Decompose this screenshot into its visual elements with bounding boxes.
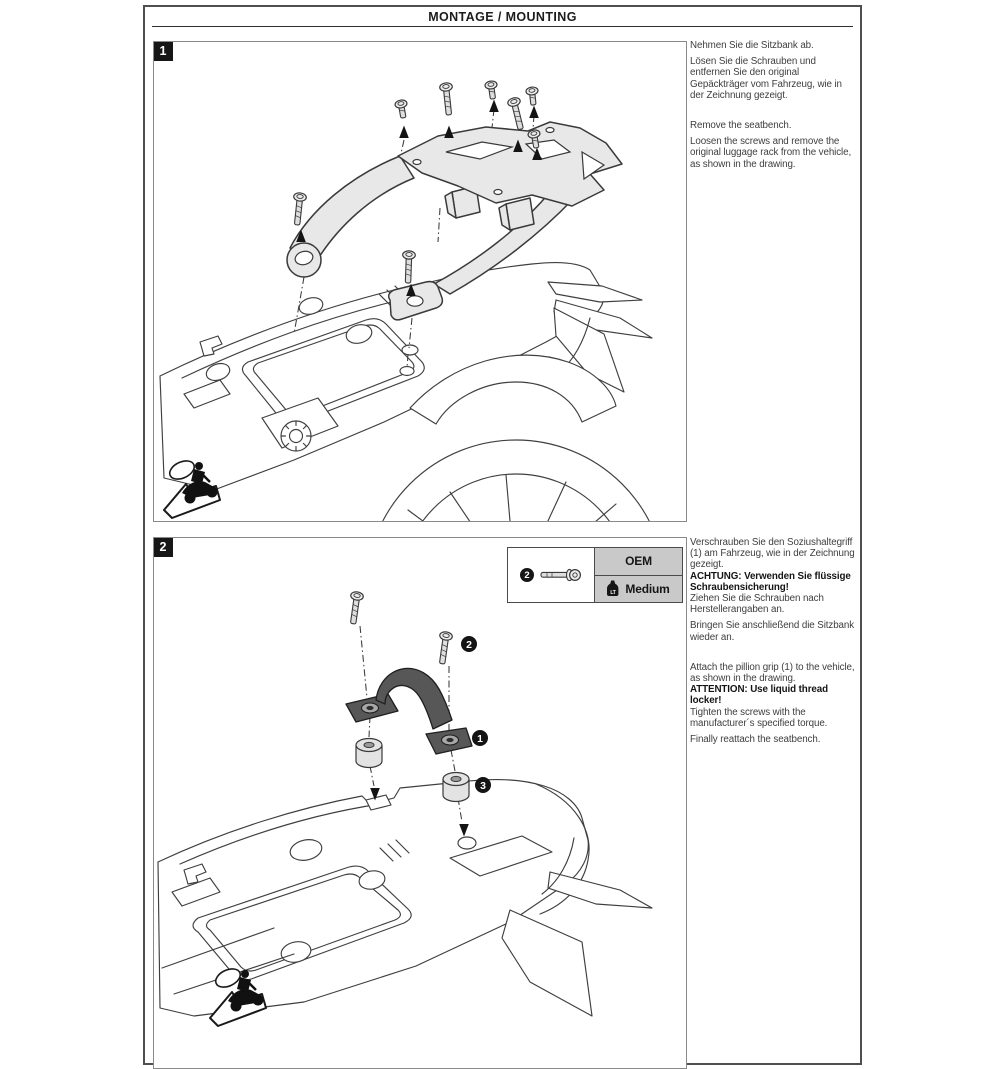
- instruction-de: Lösen Sie die Schrauben und entfernen Sie den original Gepäckträger vom Fahrzeug, wie in der Zeichnung gezeigt.: [690, 56, 842, 101]
- callout-2-chip: 2: [520, 568, 534, 582]
- title-rule: [152, 26, 853, 27]
- screw-icon: [402, 251, 416, 284]
- svg-text:3: 3: [480, 779, 486, 792]
- screw-icon: [436, 631, 453, 665]
- arrow-up-icon: [529, 106, 539, 119]
- step-1-badge: 1: [153, 41, 173, 61]
- arrow-up-icon: [399, 126, 409, 139]
- instruction-en: Attach the pillion grip (1) to the vehicle, as shown in the drawing.: [690, 661, 855, 685]
- arrow-up-icon: [444, 126, 454, 139]
- legend-threadlocker-row: [595, 575, 682, 603]
- instruction-de: Bringen Sie anschließend die Sitzbank wieder an.: [690, 620, 855, 643]
- screw-icon: [291, 192, 307, 225]
- hardware-legend: [507, 547, 683, 603]
- screws-group: [347, 591, 453, 665]
- svg-text:1: 1: [477, 732, 483, 745]
- step-1-exploded-drawing: [154, 42, 686, 521]
- legend-item-cell: [508, 548, 595, 602]
- spacer-graphic: [356, 739, 382, 768]
- step-1-instructions: [690, 40, 856, 170]
- step-1-panel: [153, 41, 687, 522]
- instruction-en: Remove the seatbench.: [690, 120, 792, 132]
- step-2-instructions: [690, 537, 856, 745]
- screw-icon: [526, 86, 540, 105]
- rear-wheel-graphic: [366, 440, 666, 521]
- instruction-en-warning: ATTENTION: Use liquid thread locker!: [690, 684, 828, 707]
- screw-icon: [538, 568, 582, 582]
- svg-text:2: 2: [466, 638, 472, 651]
- step-2-panel: [153, 537, 687, 1069]
- step-2-badge: 2: [153, 537, 173, 557]
- instruction-page: [143, 5, 862, 1065]
- threadlocker-bottle-icon: [607, 580, 619, 597]
- legend-oem-row: [595, 548, 682, 575]
- instruction-de: Nehmen Sie die Sitzbank ab.: [690, 40, 814, 51]
- screw-icon: [485, 80, 499, 99]
- step-2-exploded-drawing: [154, 538, 686, 1068]
- instruction-de: Verschrauben Sie den Soziushaltegriff (1) am Fahrzeug, wie in der Zeichnung gezeigt.: [690, 537, 855, 571]
- svg-text:LT: LT: [610, 590, 617, 597]
- instruction-de: Ziehen Sie die Schrauben nach Herstellerangaben an.: [690, 593, 824, 616]
- screw-icon: [347, 591, 364, 625]
- screw-icon: [507, 96, 527, 130]
- instruction-en: Loosen the screws and remove the original luggage rack from the vehicle, as shown in the drawing.: [690, 136, 852, 170]
- screw-icon: [394, 99, 409, 119]
- arrow-up-icon: [489, 100, 499, 113]
- page-title: MONTAGE / MOUNTING: [428, 10, 577, 24]
- legend-oem-label: OEM: [625, 554, 652, 569]
- screw-icon: [439, 82, 455, 115]
- instruction-de-warning: ACHTUNG: Verwenden Sie flüssige Schraubensicherung!: [690, 570, 851, 593]
- legend-torque-label: Medium: [625, 581, 670, 596]
- instruction-en: Finally reattach the seatbench.: [690, 734, 821, 746]
- spacer-graphic: [443, 773, 469, 802]
- legend-spec-cells: [595, 548, 682, 602]
- instruction-en: Tighten the screws with the manufacturer´s specified torque.: [690, 706, 828, 729]
- callouts-group: [461, 636, 491, 793]
